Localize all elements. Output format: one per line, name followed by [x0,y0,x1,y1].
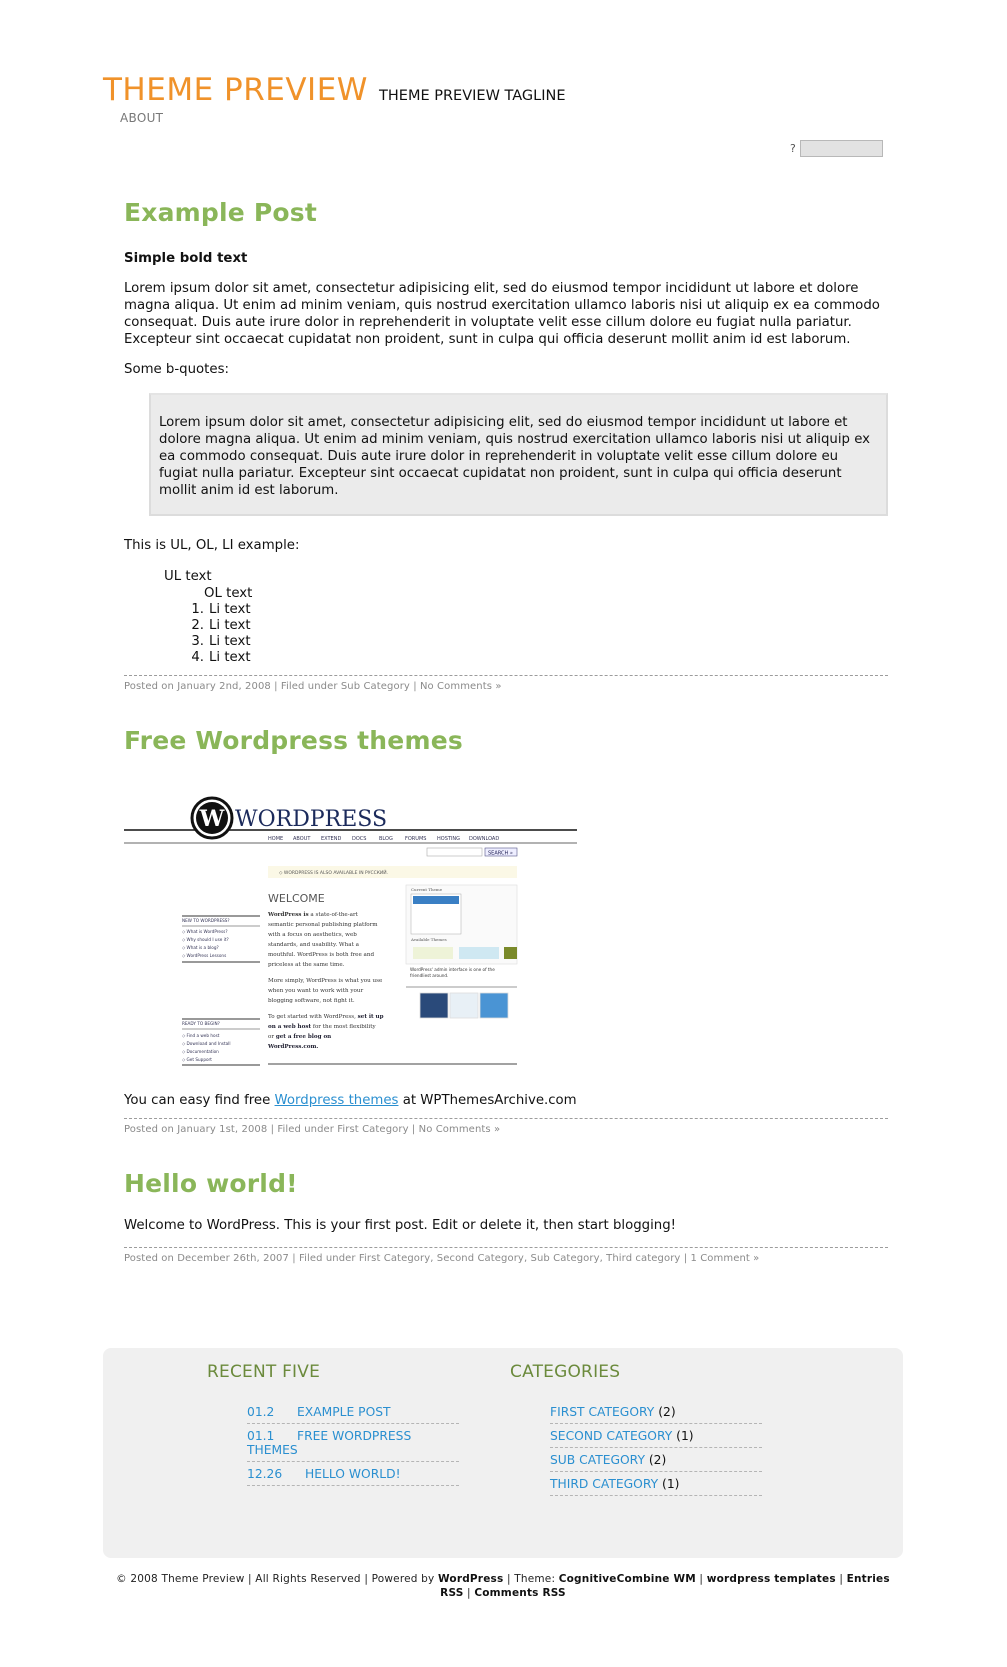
search-input[interactable] [800,140,883,157]
site-header [103,72,566,108]
svg-text:HOSTING: HOSTING [437,836,461,842]
svg-text:priceless at the same time.: priceless at the same time. [268,962,345,968]
entries-rss-link[interactable]: Entries RSS [440,1573,890,1599]
wordpress-screenshot-image [124,790,579,1075]
svg-text:◇ Why should I use it?: ◇ Why should I use it? [182,937,229,942]
category-item: SUB CATEGORY (2) [550,1448,762,1472]
wordpress-link[interactable]: WordPress [438,1573,504,1585]
nav-item-about[interactable]: ABOUT [120,111,164,125]
post-paragraph: Lorem ipsum dolor sit amet, consectetur adipisicing elit, sed do eiusmod tempor incididunt ut labore et dolore magna aliqua. Ut enim ad minim veniam, quis nostrud exercitation ullamco laboris nisi ut aliquip ex ea commodo consequat. Duis aute irure dolor in reprehenderit in voluptate velit esse cillum dolore eu fugiat nulla pariatur. Excepteur sint occaecat cupidatat non proident, sunt in culpa qui officia deserunt mollit anim id est laborum. [124,281,880,347]
category-link[interactable]: THIRD CATEGORY [550,1477,659,1491]
list-item: 3. Li text [191,634,251,649]
svg-text:on a web host for the most fle: on a web host for the most flexibility [268,1024,376,1030]
wordpress-themes-link[interactable]: Wordpress themes [274,1093,399,1108]
category-link[interactable]: First Category [337,1124,409,1135]
svg-text:friendliest around.: friendliest around. [410,973,449,978]
svg-text:standards, and usability. What: standards, and usability. What a [268,942,359,948]
svg-text:mouthful. WordPress is both fr: mouthful. WordPress is both free and [268,952,375,958]
category-link[interactable]: SUB CATEGORY [550,1453,645,1467]
post-meta: Posted on January 2nd, 2008 | Filed under Sub Category | No Comments » [124,675,888,692]
site-tagline: THEME PREVIEW TAGLINE [379,88,566,104]
post-meta: Posted on January 1st, 2008 | Filed under First Category | No Comments » [124,1118,888,1135]
svg-text:◇ Get Support: ◇ Get Support [182,1057,212,1062]
ol-text: OL text [204,586,253,601]
svg-text:semantic personal publishing p: semantic personal publishing platform [268,922,378,928]
svg-text:ABOUT: ABOUT [293,836,311,842]
svg-text:blogging software, not fight i: blogging software, not fight it. [268,998,355,1004]
svg-text:NEW TO WORDPRESS?: NEW TO WORDPRESS? [182,918,230,923]
list-example [124,537,888,666]
svg-text:To get started with WordPress,: To get started with WordPress, set it up [268,1014,384,1020]
post-example [124,196,888,692]
widget-title: CATEGORIES [510,1362,621,1382]
theme-link[interactable]: CognitiveCombine WM [558,1573,696,1585]
category-item: FIRST CATEGORY (2) [550,1400,762,1424]
svg-text:HOME: HOME [268,836,284,842]
search-label: ? [790,142,796,155]
svg-text:◇ What is WordPress?: ◇ What is WordPress? [182,929,228,934]
svg-text:◇ Find a web host: ◇ Find a web host [182,1033,220,1038]
post-paragraph: Welcome to WordPress. This is your first post. Edit or delete it, then start blogging! [124,1218,677,1233]
category-link[interactable]: Sub Category [340,681,410,692]
categories-list [550,1400,762,1496]
copyright-footer: © 2008 Theme Preview | All Rights Reserved | Powered by WordPress | Theme: CognitiveCombine WM | wordpress templates | Entries RSS | Comments RSS [116,1573,890,1599]
list-intro: This is UL, OL, LI example: [124,538,300,553]
recent-posts-list [247,1400,459,1486]
post-meta: Posted on December 26th, 2007 | Filed under First Category, Second Category, Sub Category, Third category | 1 Comment » [124,1247,888,1264]
blockquote [149,393,888,516]
svg-text:DOCS: DOCS [352,836,367,842]
templates-link[interactable]: wordpress templates [706,1573,836,1585]
post-paragraph: You can easy find free Wordpress themes at WPThemesArchive.com [124,1093,577,1108]
svg-text:Current Theme: Current Theme [411,887,443,892]
svg-text:SEARCH »: SEARCH » [488,850,513,857]
svg-text:WordPress is a state-of-the-ar: WordPress is a state-of-the-art [268,912,358,918]
post-title-link[interactable]: Example Post [124,198,317,227]
search-form [790,140,883,157]
svg-text:when you want to work with you: when you want to work with your [268,988,364,994]
list-item: 1. Li text [191,602,251,617]
svg-text:or get a free blog on: or get a free blog on [268,1034,332,1040]
comments-link[interactable]: 1 Comment » [690,1253,760,1264]
wp-logo-text: WORDPRESS [235,807,388,832]
recent-post-item[interactable]: 01.1 FREE WORDPRESS THEMES [247,1424,459,1462]
svg-text:READY TO BEGIN?: READY TO BEGIN? [182,1021,220,1026]
comments-rss-link[interactable]: Comments RSS [474,1587,566,1599]
svg-text:◇ What is a blog?: ◇ What is a blog? [182,945,219,950]
list-item: 2. Li text [191,618,251,633]
widget-title: RECENT FIVE [207,1362,321,1382]
svg-text:WordPress' admin interface is: WordPress' admin interface is one of the [410,967,495,972]
svg-text:◇ WordPress Lessons: ◇ WordPress Lessons [182,953,227,958]
recent-posts-widget [207,1362,320,1382]
svg-text:More simply, WordPress is what: More simply, WordPress is what you use [268,978,383,984]
svg-text:Available Themes: Available Themes [411,937,447,942]
svg-text:WELCOME: WELCOME [268,892,325,905]
category-link[interactable]: FIRST CATEGORY [550,1405,655,1419]
svg-text:DOWNLOAD: DOWNLOAD [469,836,500,842]
post-title-link[interactable]: Free Wordpress themes [124,726,463,755]
svg-text:FORUMS: FORUMS [405,836,427,842]
category-link[interactable]: SECOND CATEGORY [550,1429,673,1443]
list-item: 4. Li text [191,650,251,665]
comments-link[interactable]: No Comments » [418,1124,501,1135]
category-item: SECOND CATEGORY (1) [550,1424,762,1448]
categories-widget [510,1362,620,1382]
post-hello-world [124,1167,888,1264]
category-item: THIRD CATEGORY (1) [550,1472,762,1496]
post-free-themes [124,724,888,1135]
category-links[interactable]: First Category, Second Category, Sub Category, Third category [358,1253,681,1264]
site-title-link[interactable]: THEME PREVIEW [103,72,368,108]
svg-text:BLOG: BLOG [379,836,393,842]
svg-text:◇ WORDPRESS IS ALSO AVAILABLE: ◇ WORDPRESS IS ALSO AVAILABLE IN РУССКИЙ. [279,871,389,876]
svg-text:with a focus on aesthetics, we: with a focus on aesthetics, web [268,932,357,938]
post-title-link[interactable]: Hello world! [124,1169,298,1198]
footer-widgets [103,1348,903,1558]
bquote-intro: Some b-quotes: [124,362,229,377]
blockquote-text: Lorem ipsum dolor sit amet, consectetur adipisicing elit, sed do eiusmod tempor incididunt ut labore et dolore magna aliqua. Ut enim ad minim veniam, quis nostrud exercitation ullamco laboris nisi ut aliquip ex ea commodo consequat. Duis aute irure dolor in reprehenderit in voluptate velit esse cillum dolore eu fugiat nulla pariatur. Excepteur sint occaecat cupidatat non proident, sunt in culpa qui officia deserunt mollit anim id est laborum. [159,415,871,498]
svg-text:EXTEND: EXTEND [321,836,342,842]
svg-text:◇ Documentation: ◇ Documentation [182,1049,219,1054]
ul-text: UL text [164,569,212,584]
svg-text:WordPress.com.: WordPress.com. [268,1044,319,1050]
recent-post-item[interactable]: 01.2 EXAMPLE POST [247,1400,459,1424]
recent-post-item[interactable]: 12.26 HELLO WORLD! [247,1462,459,1486]
bold-text: Simple bold text [124,251,248,266]
svg-text:W: W [199,806,225,832]
main-nav [120,111,163,125]
svg-text:◇ Download and Install: ◇ Download and Install [182,1041,231,1046]
comments-link[interactable]: No Comments » [419,681,502,692]
content-area [124,196,888,1264]
